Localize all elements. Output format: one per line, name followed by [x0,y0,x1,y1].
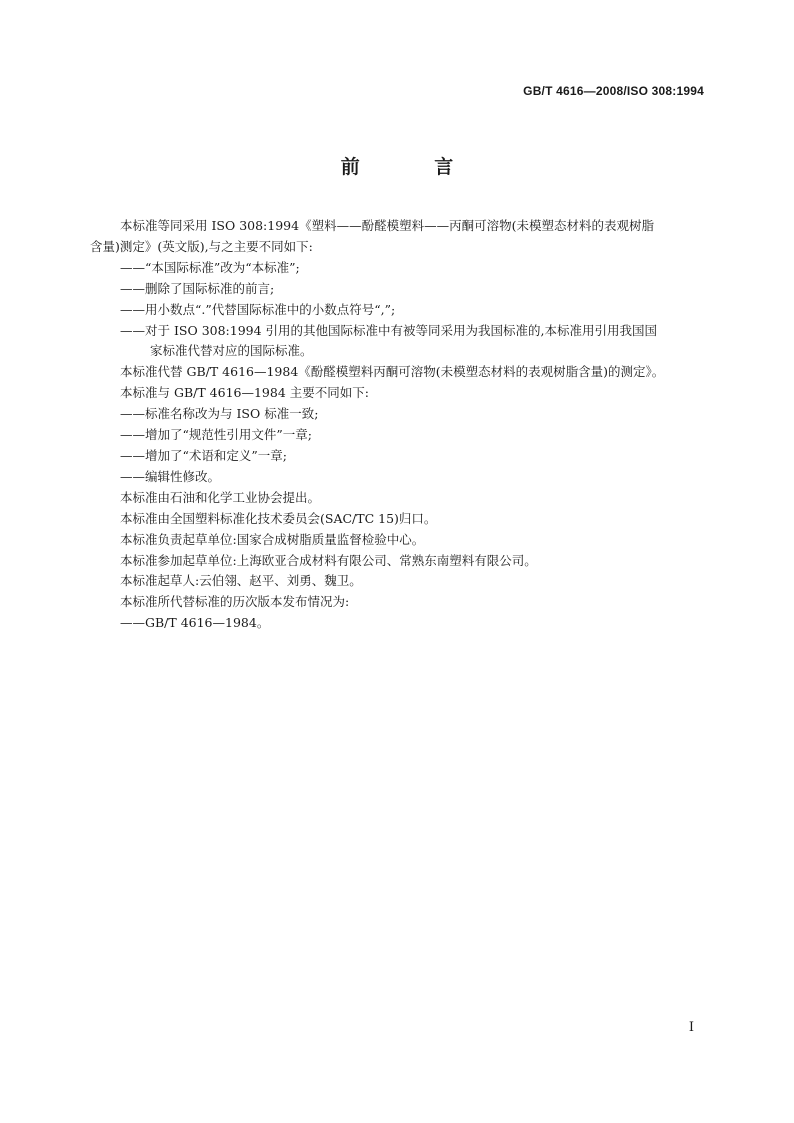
list-item: ——增加了“术语和定义”一章; [120,447,287,463]
paragraph-line: 本标准所代替标准的历次版本发布情况为: [120,594,350,610]
paragraph-line: 本标准负责起草单位:国家合成树脂质量监督检验中心。 [120,531,425,547]
list-item: ——删除了国际标准的前言; [120,280,275,296]
paragraph-line: 本标准由全国塑料标准化技术委员会(SAC/TC 15)归口。 [120,510,437,526]
paragraph-line: 本标准与 GB/T 4616—1984 主要不同如下: [120,385,369,401]
paragraph-line: 本标准参加起草单位:上海欧亚合成材料有限公司、常熟东南塑料有限公司。 [120,552,537,568]
list-item: ——标准名称改为与 ISO 标准一致; [120,406,319,422]
list-item: ——“本国际标准”改为“本标准”; [120,259,300,275]
list-item: ——编辑性修改。 [120,468,221,484]
paragraph-line: 本标准由石油和化学工业协会提出。 [120,489,321,505]
page-number: I [688,1020,694,1035]
paragraph-line: 含量)测定》(英文版),与之主要不同如下: [90,238,313,254]
list-item: ——用小数点“.”代替国际标准中的小数点符号“,”; [120,301,396,317]
list-item: ——GB/T 4616—1984。 [120,615,270,631]
list-item: ——增加了“规范性引用文件”一章; [120,427,312,443]
standard-code-header: GB/T 4616—2008/ISO 308:1994 [523,84,704,98]
foreword-body [90,216,708,634]
paragraph-line: 本标准起草人:云伯翎、赵平、刘勇、魏卫。 [120,573,362,589]
list-item-continuation: 家标准代替对应的国际标准。 [150,343,313,359]
paragraph-line: 本标准等同采用 ISO 308:1994《塑料——酚醛模塑料——丙酮可溶物(未模塑态材料的表观树脂 [120,218,654,233]
list-item: ——对于 ISO 308:1994 引用的其他国际标准中有被等同采用为我国标准的,本标准用引用我国国 [120,322,658,338]
page-title: 前 言 [340,156,488,178]
paragraph-line: 本标准代替 GB/T 4616—1984《酚醛模塑料丙酮可溶物(未模塑态材料的表观树脂含量)的测定》。 [120,364,665,380]
